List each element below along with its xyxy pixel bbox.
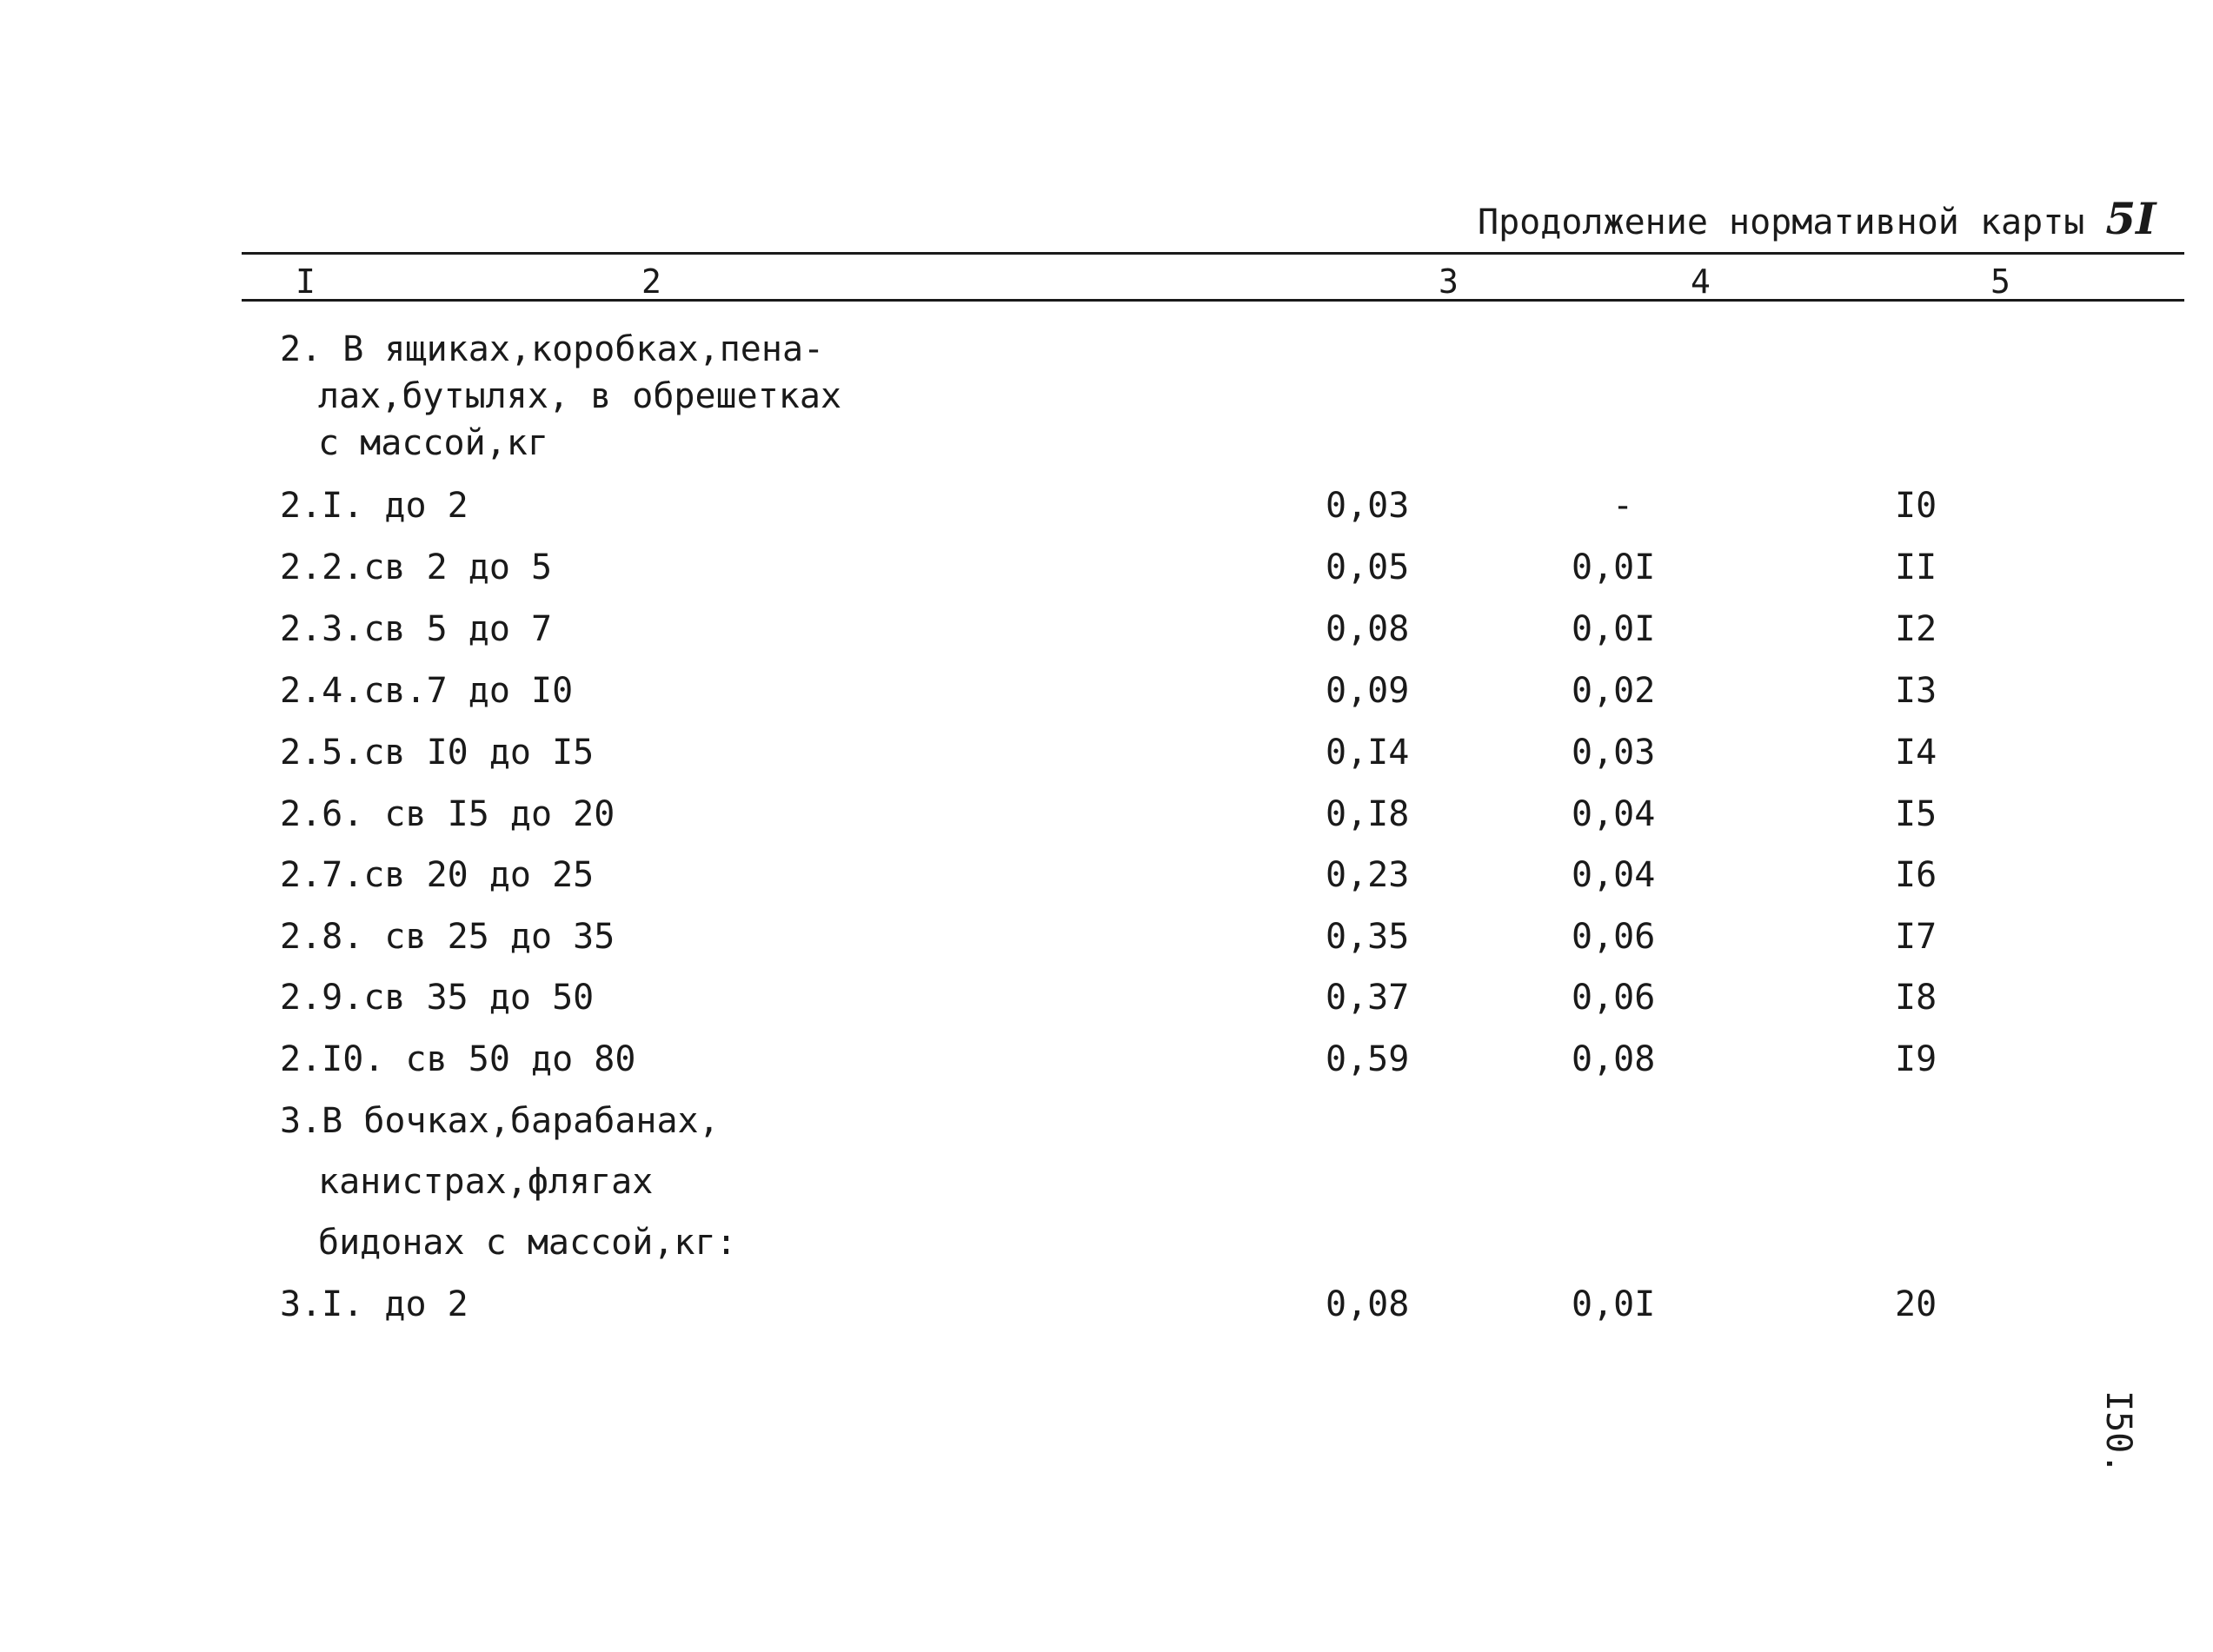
- row-col5: II: [1895, 547, 1937, 587]
- row-col4: 0,0I: [1572, 547, 1656, 587]
- section2-heading-line-1: 2. В ящиках,коробках,пена-: [280, 329, 825, 369]
- row-label: 2.I0. св 50 до 80: [280, 1039, 636, 1079]
- row-col3: 0,03: [1326, 486, 1410, 526]
- row-col5: I3: [1895, 671, 1937, 711]
- section3-heading-line-3: бидонах с массой,кг:: [318, 1223, 737, 1263]
- row-col5: 20: [1895, 1284, 1937, 1324]
- row-col5: I0: [1895, 486, 1937, 526]
- column-number-5: 5: [1990, 262, 2010, 301]
- section2-heading-line-2: лах,бутылях, в обрешетках: [318, 376, 842, 416]
- row-col5: I6: [1895, 855, 1937, 895]
- row-col5: I9: [1895, 1039, 1937, 1079]
- row-col3: 0,05: [1326, 547, 1410, 587]
- row-col3: 0,23: [1326, 855, 1410, 895]
- row-label: 3.I. до 2: [280, 1284, 469, 1324]
- row-col3: 0,I8: [1326, 794, 1410, 834]
- row-col4: 0,02: [1572, 671, 1656, 711]
- header-title: Продолжение нормативной карты: [1478, 202, 2085, 242]
- row-col3: 0,08: [1326, 609, 1410, 649]
- row-label: 2.2.св 2 до 5: [280, 547, 553, 587]
- row-col3: 0,I4: [1326, 733, 1410, 773]
- row-col3: 0,59: [1326, 1039, 1410, 1079]
- row-col4: 0,0I: [1572, 609, 1656, 649]
- column-number-3: 3: [1439, 262, 1459, 301]
- row-label: 2.7.св 20 до 25: [280, 855, 595, 895]
- row-label: 2.3.св 5 до 7: [280, 609, 553, 649]
- section2-heading-line-3: с массой,кг: [318, 423, 548, 463]
- row-col4: 0,0I: [1572, 1284, 1656, 1324]
- row-col4: 0,08: [1572, 1039, 1656, 1079]
- row-col4: 0,03: [1572, 733, 1656, 773]
- page-header: [1478, 193, 2157, 244]
- top-rule: [242, 252, 2184, 255]
- row-col5: I4: [1895, 733, 1937, 773]
- column-number-1: I: [296, 262, 316, 301]
- row-col5: I2: [1895, 609, 1937, 649]
- column-number-4: 4: [1691, 262, 1711, 301]
- row-label: 2.I. до 2: [280, 486, 469, 526]
- section3-heading-line-2: канистрах,флягах: [318, 1162, 654, 1202]
- row-col4: -: [1612, 486, 1634, 526]
- row-col4: 0,04: [1572, 794, 1656, 834]
- column-header-rule: [242, 299, 2184, 302]
- row-label: 2.8. св 25 до 35: [280, 917, 615, 957]
- row-col5: I8: [1895, 978, 1937, 1018]
- row-col3: 0,35: [1326, 917, 1410, 957]
- row-col5: I5: [1895, 794, 1937, 834]
- sheet-number: 5I: [2105, 193, 2157, 244]
- section3-heading-line-1: 3.В бочках,барабанах,: [280, 1101, 720, 1141]
- row-col4: 0,04: [1572, 855, 1656, 895]
- row-label: 2.4.св.7 до I0: [280, 671, 574, 711]
- row-col4: 0,06: [1572, 917, 1656, 957]
- row-label: 2.5.св I0 до I5: [280, 733, 595, 773]
- column-number-2: 2: [641, 262, 661, 301]
- row-col3: 0,09: [1326, 671, 1410, 711]
- row-col4: 0,06: [1572, 978, 1656, 1018]
- page-number: I50.: [2098, 1390, 2138, 1475]
- row-col3: 0,37: [1326, 978, 1410, 1018]
- row-col5: I7: [1895, 917, 1937, 957]
- row-label: 2.9.св 35 до 50: [280, 978, 595, 1018]
- row-col3: 0,08: [1326, 1284, 1410, 1324]
- row-label: 2.6. св I5 до 20: [280, 794, 615, 834]
